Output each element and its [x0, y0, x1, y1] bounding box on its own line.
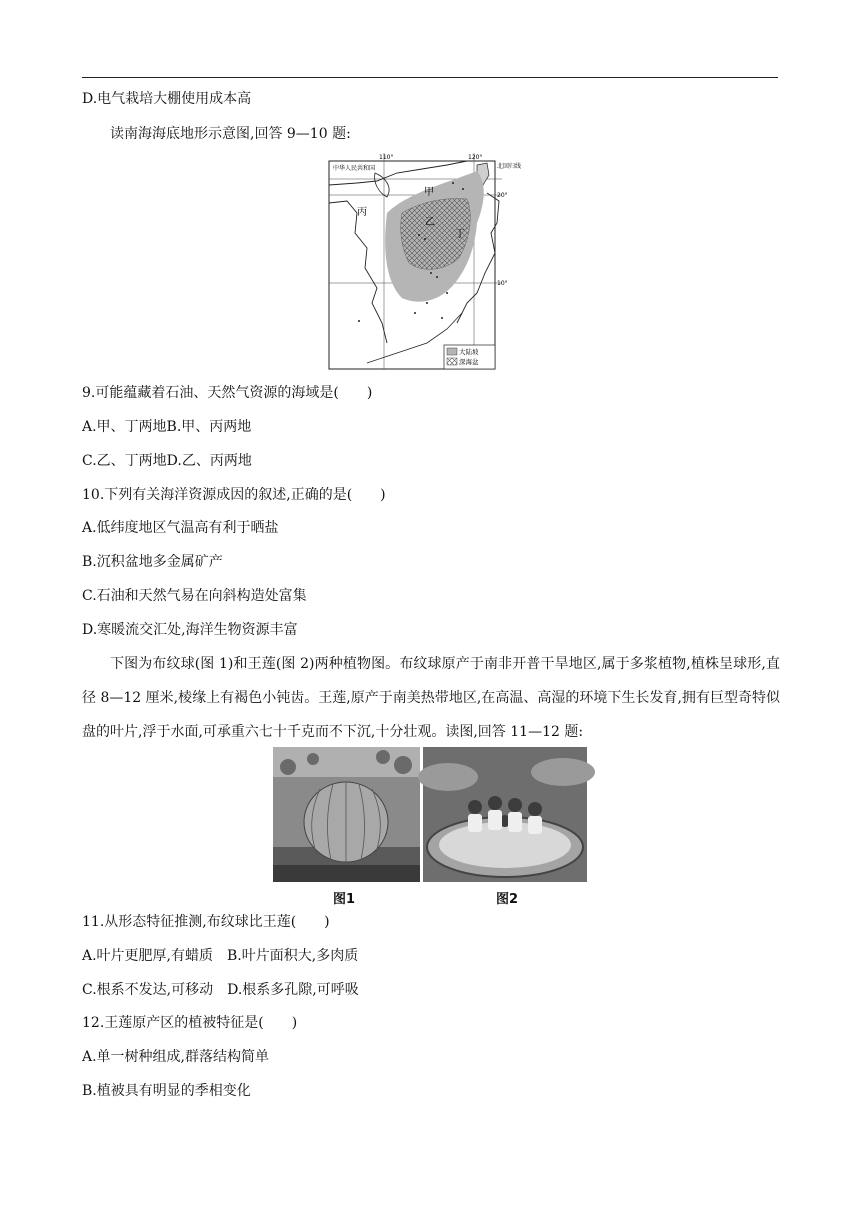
q10-option-a: A.低纬度地区气温高有利于晒盐 — [82, 520, 279, 536]
legend-shelf: 大陆坡 — [459, 348, 479, 356]
question-10: 10.下列有关海洋资源成因的叙述,正确的是( ) — [82, 487, 386, 503]
question-12: 12.王莲原产区的植被特征是( ) — [82, 1015, 298, 1031]
figure-2-caption: 图2 — [496, 892, 519, 907]
lat-10-label: 10° — [497, 280, 508, 287]
tropic-label: 北回归线 — [497, 163, 522, 170]
lon-120-label: 120° — [468, 154, 483, 161]
q12-option-b: B.植被具有明显的季相变化 — [82, 1083, 251, 1099]
plant-passage: 下图为布纹球(图 1)和王莲(图 2)两种植物图。布纹球原产于南非开普干旱地区,属于多浆植物,植株呈球形,直径 8—12 厘米,棱缘上有褐色小钝齿。王莲,原产于南美热带地区,在高温、高湿的环境下生长发育,拥有巨型奇特似盘的叶片,浮于水面,可承重六七十千克而不下沉,十分壮观。读图,回答 11—12 题: — [82, 656, 780, 740]
country-label: 中华人民共和国 — [333, 165, 376, 172]
label-bing: 丙 — [357, 207, 367, 218]
q9-options-ab: A.甲、丁两地B.甲、丙两地 — [82, 419, 252, 435]
q10-option-b: B.沉积盆地多金属矿产 — [82, 554, 223, 570]
label-jia: 甲 — [424, 187, 434, 198]
q9-options-cd: C.乙、丁两地D.乙、丙两地 — [82, 453, 252, 469]
q11-options-ab: A.叶片更肥厚,有蜡质 B.叶片面积大,多肉质 — [82, 948, 359, 964]
label-yi: 乙 — [425, 217, 435, 228]
lon-110-label: 110° — [379, 154, 394, 161]
south-china-sea-map — [327, 153, 522, 371]
q11-options-cd: C.根系不发达,可移动 D.根系多孔隙,可呼吸 — [82, 982, 359, 998]
question-9: 9.可能蕴藏着石油、天然气资源的海域是( ) — [82, 385, 373, 401]
label-ding: 丁 — [455, 229, 465, 240]
q12-option-a: A.单一树种组成,群落结构简单 — [82, 1049, 270, 1065]
question-11: 11.从形态特征推测,布纹球比王莲( ) — [82, 914, 330, 930]
figure-1-caption: 图1 — [333, 892, 356, 907]
q10-option-c: C.石油和天然气易在向斜构造处富集 — [82, 588, 307, 604]
legend-basin: 深海盆 — [459, 358, 479, 366]
option-d-previous: D.电气栽培大棚使用成本高 — [82, 91, 252, 107]
figure-2-photo — [423, 747, 587, 882]
map-intro: 读南海海底地形示意图,回答 9—10 题: — [110, 126, 351, 142]
header-rule — [82, 77, 778, 78]
q10-option-d: D.寒暖流交汇处,海洋生物资源丰富 — [82, 622, 298, 638]
figure-1-photo — [273, 747, 420, 882]
lat-20-label: 20° — [497, 192, 508, 199]
